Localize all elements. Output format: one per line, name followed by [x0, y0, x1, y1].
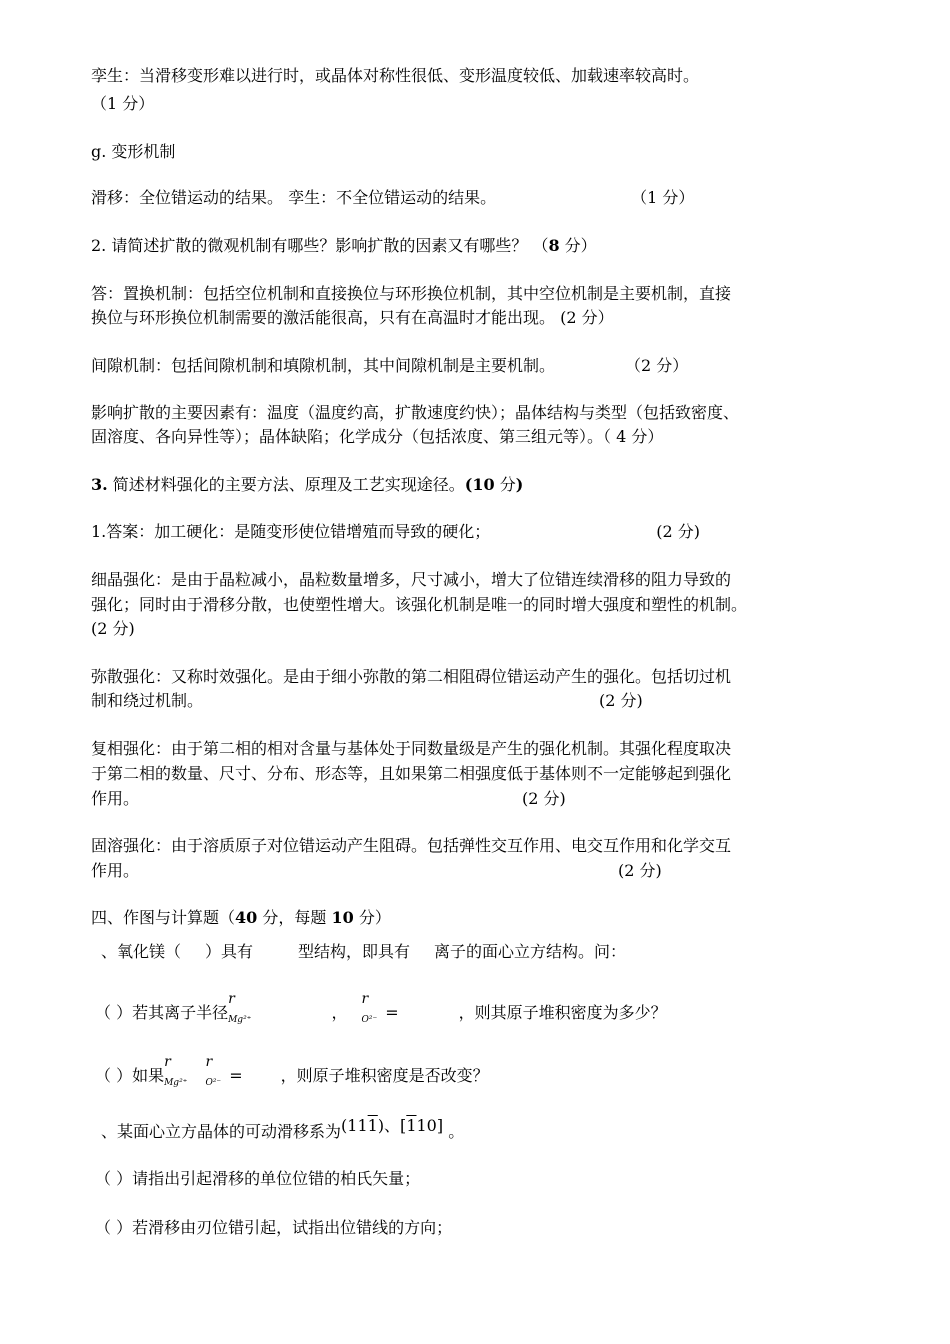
- question-3-heading: [91, 475, 523, 495]
- text: 作用。: [91, 861, 140, 880]
- r-letter: r: [164, 1054, 171, 1070]
- text: ，则原子堆积密度是否改变？: [280, 1066, 489, 1085]
- score: (2 分): [522, 789, 566, 808]
- score: （2 分）: [625, 356, 689, 375]
- work-hardening-line: [91, 522, 700, 542]
- problem-2-line: [101, 1116, 465, 1142]
- o-subscript: O²⁻: [361, 1015, 378, 1025]
- score-number: 8: [548, 236, 560, 255]
- composite-strengthening-line: [91, 739, 731, 759]
- bar-index: 1: [367, 1116, 378, 1135]
- text: 分）: [353, 908, 391, 927]
- text: 孪生：当滑移变形难以进行时，或晶体对称性很低、变形温度较低、加载速率较高时。: [91, 66, 700, 85]
- score: （1 分）: [91, 94, 155, 113]
- question-number: 3.: [91, 475, 108, 494]
- text: 作用。: [91, 789, 140, 808]
- problem-2-sub-2: [95, 1218, 452, 1238]
- slip-system-notation: [341, 1116, 443, 1135]
- text: 制和绕过机制。: [91, 691, 204, 710]
- composite-strengthening-line: [91, 789, 566, 809]
- text: 简述材料强化的主要方法、原理及工艺实现途径。: [107, 475, 465, 494]
- r-letter: r: [361, 991, 369, 1007]
- text: 换位与环形换位机制需要的激活能很高，只有在高温时才能出现。 (2 分）: [91, 308, 614, 327]
- diffusion-factors-line: [91, 403, 739, 423]
- text: 固溶强化：由于溶质原子对位错运动产生阻碍。包括弹性交互作用、电交互作用和化学交互: [91, 836, 732, 855]
- score-line: [91, 619, 135, 639]
- text: 细晶强化：是由于晶粒减小，晶粒数量增多，尺寸减小，增大了位错连续滑移的阻力导致的: [91, 570, 732, 589]
- dispersion-strengthening-line: [91, 691, 643, 711]
- text: 弥散强化：又称时效强化。是由于细小弥散的第二相阻碍位错运动产生的强化。包括切过机: [91, 667, 732, 686]
- text: 于第二相的数量、尺寸、分布、形态等，且如果第二相强度低于基体则不一定能够起到强化: [91, 764, 732, 783]
- text: 影响扩散的主要因素有：温度（温度约高，扩散速度约快）；晶体结构与类型（包括致密度、: [91, 403, 740, 422]
- text: g. 变形机制: [91, 142, 176, 161]
- mg-subscript: Mg²⁺: [164, 1078, 188, 1088]
- text: 滑移：全位错运动的结果。 孪生：不全位错运动的结果。: [91, 188, 497, 207]
- radius-mg-symbol: [228, 991, 252, 1026]
- text: 固溶度、各向异性等）；晶体缺陷；化学成分（包括浓度、第三组元等）。（ 4 分）: [91, 427, 664, 446]
- radius-o-symbol: [361, 991, 378, 1026]
- text: 间隙机制：包括间隙机制和填隙机制，其中间隙机制是主要机制。: [91, 356, 556, 375]
- score-line: [91, 94, 154, 114]
- text: ): [515, 475, 524, 494]
- answer-line: [91, 284, 731, 304]
- score: (2 分): [618, 861, 662, 880]
- text: （ ）如果: [95, 1066, 165, 1085]
- mg-subscript: Mg²⁺: [228, 1015, 252, 1025]
- equals: =: [229, 1066, 243, 1085]
- problem-1-sub-1: [95, 991, 667, 1026]
- text: 、氧化镁（: [101, 942, 182, 961]
- score: （1 分）: [631, 188, 695, 207]
- text: ）具有: [205, 942, 254, 961]
- diffusion-factors-line: [91, 427, 663, 447]
- o-subscript: O²⁻: [205, 1078, 222, 1088]
- interstitial-mechanism-line: [91, 356, 688, 376]
- text: 分，每题: [257, 908, 332, 927]
- text: 复相强化：由于第二相的相对含量与基体处于同数量级是产生的强化机制。其强化程度取决: [91, 739, 732, 758]
- question-2-heading: [91, 236, 597, 256]
- score: (2 分): [91, 619, 135, 638]
- text: 分）: [559, 236, 597, 255]
- separator: )、[: [377, 1116, 407, 1135]
- twin-condition-line: [91, 66, 699, 86]
- plane-prefix: (11: [341, 1116, 368, 1135]
- text: ，: [331, 1003, 348, 1022]
- text: （ ）若其离子半径: [95, 1003, 229, 1022]
- direction-suffix: 10]: [416, 1116, 444, 1135]
- text: 型结构，即具有: [298, 942, 411, 961]
- text: 答：置换机制：包括空位机制和直接换位与环形换位机制，其中空位机制是主要机制，直接: [91, 284, 732, 303]
- grain-refinement-line: [91, 570, 731, 590]
- text: 2. 请简述扩散的微观机制有哪些？影响扩散的因素又有哪些？ （: [91, 236, 549, 255]
- composite-strengthening-line: [91, 764, 731, 784]
- problem-2-sub-1: [95, 1169, 420, 1189]
- radius-o-symbol: [205, 1054, 222, 1089]
- solid-solution-line: [91, 836, 731, 856]
- r-letter: r: [205, 1054, 213, 1070]
- score-number: (10: [464, 475, 495, 494]
- problem-1-line: [101, 942, 626, 962]
- text: 四、作图与计算题（: [91, 908, 236, 927]
- section-heading-g: [91, 142, 175, 162]
- text: 。: [443, 1122, 465, 1141]
- dispersion-strengthening-line: [91, 667, 731, 687]
- text: 、某面心立方晶体的可动滑移系为: [101, 1122, 342, 1141]
- text: 1.答案：加工硬化：是随变形使位错增殖而导致的硬化；: [91, 522, 491, 541]
- score-number: 10: [331, 908, 354, 927]
- equals: =: [385, 1003, 399, 1022]
- text: 分: [494, 475, 516, 494]
- score: (2 分): [599, 691, 643, 710]
- section-4-heading: [91, 908, 391, 928]
- r-letter: r: [228, 991, 235, 1007]
- problem-1-sub-2: [95, 1054, 489, 1089]
- text: （ ）若滑移由刃位错引起，试指出位错线的方向；: [95, 1218, 453, 1237]
- grain-refinement-line: [91, 595, 747, 615]
- bar-index: 1: [406, 1116, 417, 1135]
- score: (2 分): [656, 522, 701, 541]
- radius-mg-symbol: [164, 1054, 188, 1089]
- score-number: 40: [235, 908, 258, 927]
- text: 强化；同时由于滑移分散，也使塑性增大。该强化机制是唯一的同时增大强度和塑性的机制。: [91, 595, 748, 614]
- text: 离子的面心立方结构。问：: [434, 942, 627, 961]
- deformation-mechanism-line: [91, 188, 694, 208]
- solid-solution-line: [91, 861, 662, 881]
- answer-line: [91, 308, 614, 328]
- text: ，则其原子堆积密度为多少？: [458, 1003, 667, 1022]
- text: （ ）请指出引起滑移的单位位错的柏氏矢量；: [95, 1169, 421, 1188]
